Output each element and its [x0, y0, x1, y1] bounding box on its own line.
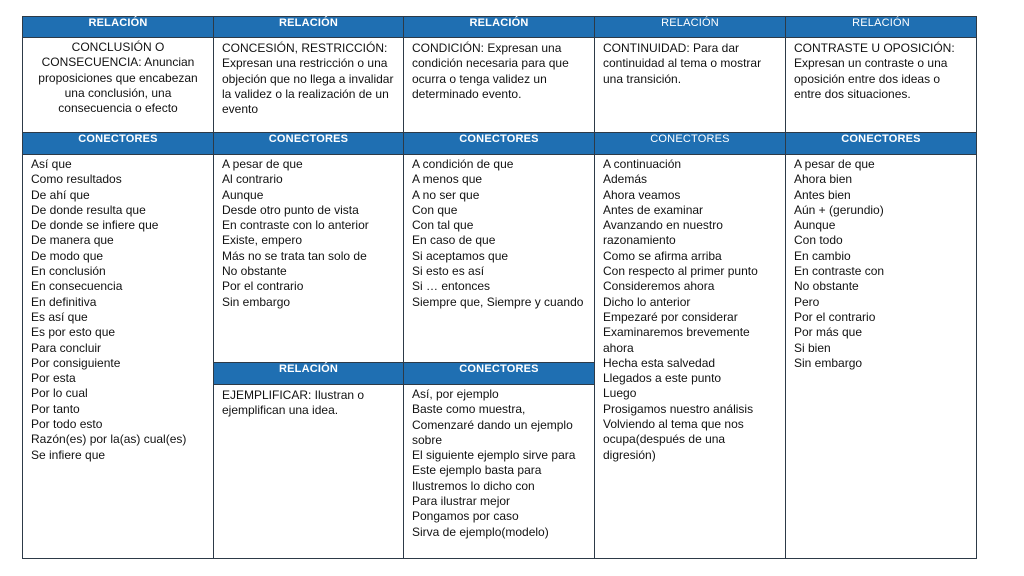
- connector-item: Como se afirma arriba: [603, 248, 722, 263]
- connector-item: Como resultados: [31, 172, 122, 187]
- relation-header-4: RELACIÓN: [595, 17, 786, 38]
- connectors-cell-concesion: [214, 155, 404, 363]
- example-connectors-cell: [404, 385, 595, 559]
- relation-cell-continuidad: CONTINUIDAD: Para dar continuidad al tema o mostrar una transición.: [595, 38, 786, 133]
- connectors-cell-condicion: [404, 155, 595, 363]
- connectors-header-3: CONECTORES: [404, 133, 595, 155]
- connectors-header-row: [23, 133, 977, 155]
- relation-header-3: RELACIÓN: [404, 17, 595, 38]
- relation-row: [23, 38, 977, 133]
- connectors-header-5: CONECTORES: [786, 133, 977, 155]
- connector-item: Para concluir: [31, 340, 102, 355]
- example-relation-header: RELACIÓN: [214, 363, 404, 385]
- connector-item: Para ilustrar mejor: [412, 494, 511, 509]
- connector-item: En definitiva: [31, 294, 97, 309]
- connector-item: Si bien: [794, 340, 831, 355]
- relation-cell-contraste: CONTRASTE U OPOSICIÓN: Expresan un contraste o una oposición entre dos ideas o entre dos situaciones.: [786, 38, 977, 133]
- connector-item: Si aceptamos que: [412, 248, 509, 263]
- connector-item: En caso de que: [412, 233, 496, 248]
- connector-item: Es así que: [31, 309, 88, 324]
- relation-header-1: RELACIÓN: [23, 17, 214, 38]
- connector-item: A no ser que: [412, 187, 480, 202]
- connector-item: No obstante: [222, 264, 287, 279]
- connector-item: A condición de que: [412, 157, 514, 171]
- example-connectors-header: CONECTORES: [404, 363, 595, 385]
- connector-item: Aunque: [222, 187, 264, 202]
- relation-header-2: RELACIÓN: [214, 17, 404, 38]
- connector-item: Desde otro punto de vista: [222, 202, 359, 217]
- example-relation-cell: EJEMPLIFICAR: Ilustran o ejemplifican una idea.: [214, 385, 404, 559]
- connector-item: Por tanto: [31, 401, 80, 416]
- connector-list: [404, 385, 594, 542]
- connector-item: A continuación: [603, 157, 682, 171]
- relation-header-5: RELACIÓN: [786, 17, 977, 38]
- connector-item: Sirva de ejemplo(modelo): [412, 524, 549, 539]
- connector-item: Con respecto al primer punto: [603, 264, 758, 279]
- connector-item: Por lo cual: [31, 386, 88, 401]
- connectors-header-2: CONECTORES: [214, 133, 404, 155]
- connector-item: Llegados a este punto: [603, 371, 722, 386]
- connector-item: Dicho lo anterior: [603, 294, 691, 309]
- connector-item: De modo que: [31, 248, 104, 263]
- connector-item: En contraste con: [794, 264, 885, 279]
- connector-item: Por todo esto: [31, 417, 103, 432]
- connector-item: No obstante: [794, 279, 859, 294]
- connectors-cell-contraste: [786, 155, 977, 559]
- connector-item: Antes de examinar: [603, 202, 704, 217]
- connector-item: A pesar de que: [222, 157, 303, 171]
- connector-item: Consideremos ahora: [603, 279, 715, 294]
- connector-item: Ahora veamos: [603, 187, 681, 202]
- connector-item: Así, por ejemplo: [412, 387, 499, 401]
- connector-item: Pero: [794, 294, 820, 309]
- connector-item: Aún + (gerundio): [794, 202, 884, 217]
- connector-item: A menos que: [412, 172, 483, 187]
- relation-cell-condicion: CONDICIÓN: Expresan una condición necesaria para que ocurra o tenga validez un determinado evento.: [404, 38, 595, 133]
- connector-item: Por el contrario: [222, 279, 304, 294]
- connector-item: Sin embargo: [222, 294, 291, 309]
- connectors-cell-continuidad: [595, 155, 786, 559]
- connector-item: Por consiguiente: [31, 355, 121, 370]
- connector-item: Por más que: [794, 325, 863, 340]
- connector-item: Al contrario: [222, 172, 283, 187]
- connector-item: Prosigamos nuestro análisis: [603, 401, 754, 416]
- connector-item: Más no se trata tan solo de: [222, 248, 367, 263]
- connector-item: Siempre que, Siempre y cuando: [412, 294, 584, 309]
- relation-cell-concesion: CONCESIÓN, RESTRICCIÓN: Expresan una restricción o una objeción que no llega a invalidar la validez o la realización de un evento: [214, 38, 404, 133]
- connector-item: Es por esto que: [31, 325, 116, 340]
- connector-item: Además: [603, 172, 648, 187]
- connectors-header-1: CONECTORES: [23, 133, 214, 155]
- connector-item: En cambio: [794, 248, 851, 263]
- connector-item: Se infiere que: [31, 447, 106, 462]
- connector-item: En conclusión: [31, 264, 106, 279]
- connector-item: Baste como muestra,: [412, 402, 526, 417]
- connector-item: Hecha esta salvedad: [603, 355, 716, 370]
- connector-item: Avanzando en nuestro razonamiento: [603, 218, 723, 248]
- relation-header-row: [23, 17, 977, 38]
- connector-item: Con tal que: [412, 218, 474, 233]
- connector-item: Existe, empero: [222, 233, 303, 248]
- connector-item: En consecuencia: [31, 279, 123, 294]
- connector-item: Este ejemplo basta para: [412, 463, 542, 478]
- connectors-table: [22, 16, 977, 559]
- connector-item: Ahora bien: [794, 172, 853, 187]
- connector-item: En contraste con lo anterior: [222, 218, 369, 233]
- connector-item: Por el contrario: [794, 309, 876, 324]
- connector-item: Por esta: [31, 371, 76, 386]
- connector-list: [23, 155, 213, 465]
- connector-list: [786, 155, 976, 373]
- connector-item: A pesar de que: [794, 157, 875, 171]
- connector-list: [214, 155, 403, 312]
- connector-item: De donde resulta que: [31, 202, 146, 217]
- connector-item: Así que: [31, 157, 72, 171]
- connector-item: Si esto es así: [412, 264, 485, 279]
- connector-item: Razón(es) por la(as) cual(es): [31, 432, 187, 447]
- connector-item: Comenzaré dando un ejemplo sobre: [412, 417, 573, 447]
- connector-item: Empezaré por considerar: [603, 309, 738, 324]
- connector-item: Luego: [603, 386, 637, 401]
- connector-item: De manera que: [31, 233, 114, 248]
- connector-item: Aunque: [794, 218, 836, 233]
- connector-list: [595, 155, 785, 465]
- connector-item: De ahí que: [31, 187, 90, 202]
- connectors-cell-conclusion: [23, 155, 214, 559]
- connector-item: El siguiente ejemplo sirve para: [412, 448, 576, 463]
- connector-item: Ilustremos lo dicho con: [412, 478, 535, 493]
- connector-item: Examinaremos brevemente ahora: [603, 325, 750, 355]
- connector-item: Antes bien: [794, 187, 851, 202]
- connector-item: De donde se infiere que: [31, 218, 159, 233]
- connector-item: Pongamos por caso: [412, 509, 519, 524]
- connector-list: [404, 155, 594, 312]
- connector-item: Con que: [412, 202, 458, 217]
- connector-item: Sin embargo: [794, 355, 863, 370]
- connector-item: Volviendo al tema que nos ocupa(después de una digresión): [603, 417, 744, 462]
- connectors-header-4: CONECTORES: [595, 133, 786, 155]
- relation-cell-conclusion: CONCLUSIÓN O CONSECUENCIA: Anuncian proposiciones que encabezan una conclusión, una consecuencia o efecto: [23, 38, 214, 133]
- connector-item: Con todo: [794, 233, 843, 248]
- connector-item: Si … entonces: [412, 279, 491, 294]
